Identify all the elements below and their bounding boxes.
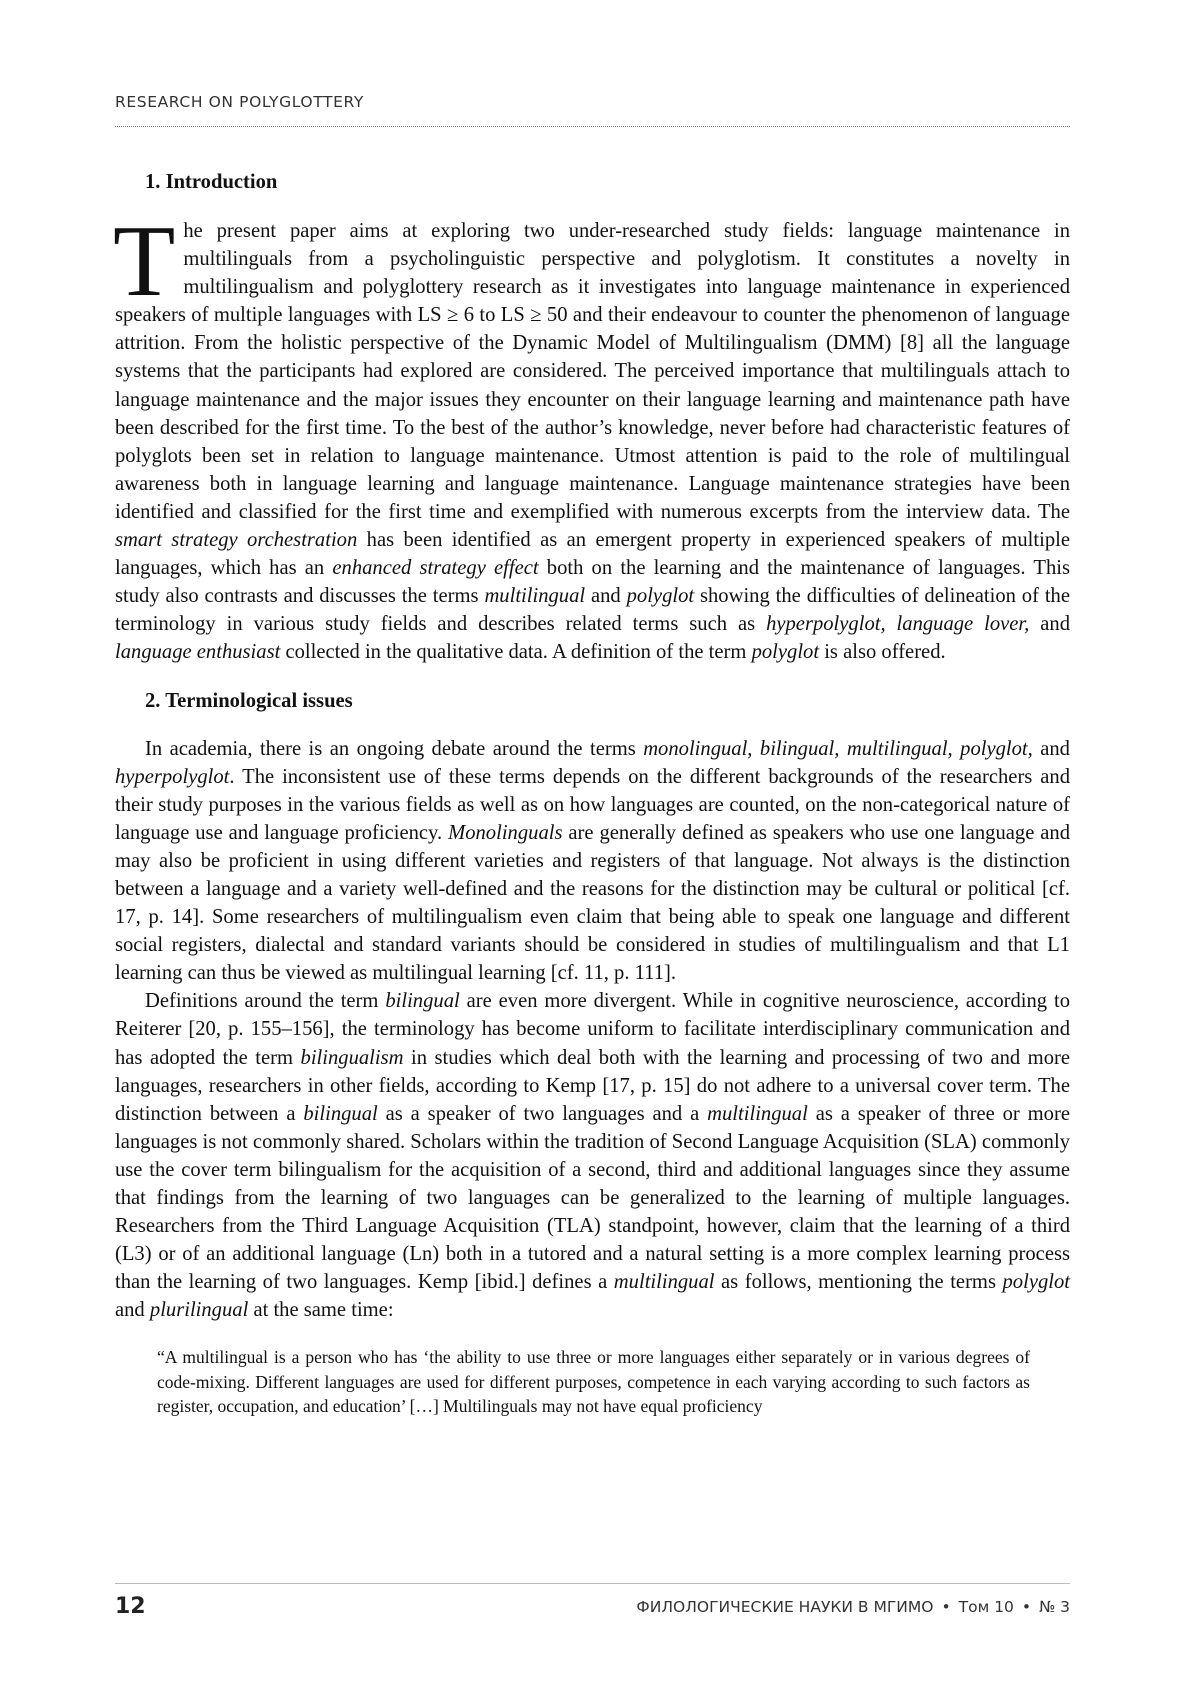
body-paragraph [115, 735, 1070, 988]
body-paragraph [115, 987, 1070, 1324]
italic-term: hyperpolyglot, language lover, [766, 613, 1030, 636]
text-run: he present paper aims at exploring two under-researched study fields: language maintenance in multilinguals from a psycholinguistic perspective and polyglotism. It constitutes a novelty in multilingualism and polyglottery research as it investigates into language maintenance in experienced speakers of multiple languages with LS ≥ 6 to LS ≥ 50 and their endeavour to counter the phenomenon of language attrition. From the holistic perspective of the Dynamic Model of Multilingualism (DMM) [8] all the language systems that the participants had explored are considered. The perceived importance that multilinguals attach to language maintenance and the major issues they encounter on their language learning and maintenance path have been described for the first time. To the best of the author’s knowledge, never before had characteristic features of polyglots been set in relation to language maintenance. Utmost attention is paid to the role of multilingual awareness both in language learning and language maintenance. Language maintenance strategies have been identified and classified for the first time and exemplified with numerous excerpts from the interview data. The [115, 220, 1070, 523]
text-run: is also offered. [819, 641, 946, 664]
section-heading-introduction: 1. Introduction [145, 171, 278, 193]
journal-info [636, 1598, 1070, 1616]
article-body [115, 168, 1070, 1419]
terminology-paragraphs [115, 735, 1070, 1325]
italic-term: monolingual, bilingual, multilingual, polyglot, [643, 737, 1033, 760]
header-divider [115, 126, 1070, 127]
italic-term: smart strategy orchestration [115, 529, 358, 552]
text-run: as a speaker of three or more languages is not commonly shared. Scholars within the tradition of Second Language Acquisition (SLA) commonly use the cover term bilingualism for the acquisition of a second, third and additional languages since they assume that findings from the learning of two languages can be generalized to the learning of multiple languages. Researchers from the Third Language Acquisition (TLA) standpoint, however, claim that the learning of a third (L3) or of an additional language (Ln) both in a tutored and a natural setting is a more complex learning process than the learning of two languages. Kemp [ibid.] defines a [115, 1102, 1070, 1294]
page-number: 12 [115, 1594, 146, 1619]
text-run: collected in the qualitative data. A definition of the term [280, 641, 752, 664]
italic-term: multilingual [613, 1271, 715, 1294]
italic-term: hyperpolyglot [115, 765, 230, 788]
italic-term: polyglot [751, 641, 820, 664]
block-quote: “A multilingual is a person who has ‘the ability to use three or more languages either separately or in various degrees of code-mixing. Different languages are used for different purposes, competence in each varying according to such factors as register, occupation, and education’ […] Multilinguals may not have equal proficiency [157, 1347, 1030, 1417]
footer-divider [115, 1583, 1070, 1584]
italic-term: multilingual [484, 585, 586, 608]
text-run: as follows, mentioning the terms [714, 1271, 1003, 1294]
text-run: and [1029, 613, 1070, 636]
text-run: are even more divergent. While in cognitive neuroscience, according to Reiterer [20, p. 155–156], the terminology has become uniform to facilitate interdisciplinary communication and has adopted the term [115, 990, 1071, 1069]
italic-term: Monolinguals [448, 821, 563, 844]
text-run: are generally defined as speakers who use one language and may also be proficient in using different varieties and registers of that language. Not always is the distinction between a language and a variety well-defined and the reasons for the distinction may be cultural or political [cf. 17, p. 14]. Some researchers of multilingualism even claim that being able to speak one language and different social registers, dialectal and standard variants should be considered in studies of multilingualism and that L1 learning can thus be viewed as multilingual learning [cf. 11, p. 111]. [115, 821, 1071, 985]
text-run: Definitions around the term [145, 990, 386, 1013]
separator-dot: • [1021, 1598, 1032, 1616]
issue-label: № 3 [1039, 1598, 1070, 1616]
volume-label: Том 10 [958, 1598, 1014, 1616]
text-run: In academia, there is an ongoing debate around the terms [145, 737, 644, 760]
text-run: and [585, 585, 627, 608]
italic-term: bilingual [303, 1102, 378, 1125]
running-head: RESEARCH ON POLYGLOTTERY [115, 93, 364, 111]
italic-term: bilingualism [300, 1046, 404, 1069]
text-run: as a speaker of two languages and a [377, 1102, 708, 1125]
italic-term: multilingual [707, 1102, 808, 1125]
text-run: in studies which deal both with the learning and processing of two and more languages, researchers in other fields, according to Kemp [17, p. 15] do not adhere to a universal cover term. The distinction between a [115, 1046, 1070, 1125]
text-run: and [115, 1299, 150, 1322]
drop-cap: T [113, 205, 176, 318]
text-run: and [1032, 737, 1070, 760]
italic-term: plurilingual [149, 1299, 249, 1322]
introduction-paragraph [113, 205, 1070, 667]
italic-term: polyglot [1002, 1271, 1070, 1294]
italic-term: language enthusiast [115, 641, 281, 664]
journal-title: ФИЛОЛОГИЧЕСКИЕ НАУКИ В МГИМО [636, 1598, 934, 1616]
text-run: at the same time: [248, 1299, 394, 1322]
text-run: showing the difficulties of delineation of the terminology in various study fields and describes related terms such as [115, 585, 1070, 636]
separator-dot: • [941, 1598, 951, 1616]
italic-term: bilingual [385, 990, 460, 1013]
section-heading-terminological-issues: 2. Terminological issues [145, 689, 353, 712]
text-run: has been identified as an emergent property in experienced speakers of multiple languages, which has an [115, 529, 1070, 580]
text-run: both on the learning and the maintenance of languages. This study also contrasts and discusses the terms [115, 557, 1070, 608]
italic-term: polyglot [626, 585, 695, 608]
text-run: . The inconsistent use of these terms depends on the different backgrounds of the researchers and their study purposes in the various fields as well as on how languages are counted, on the non-categorical nature of language use and language proficiency. [115, 765, 1070, 844]
italic-term: enhanced strategy effect [332, 557, 539, 580]
